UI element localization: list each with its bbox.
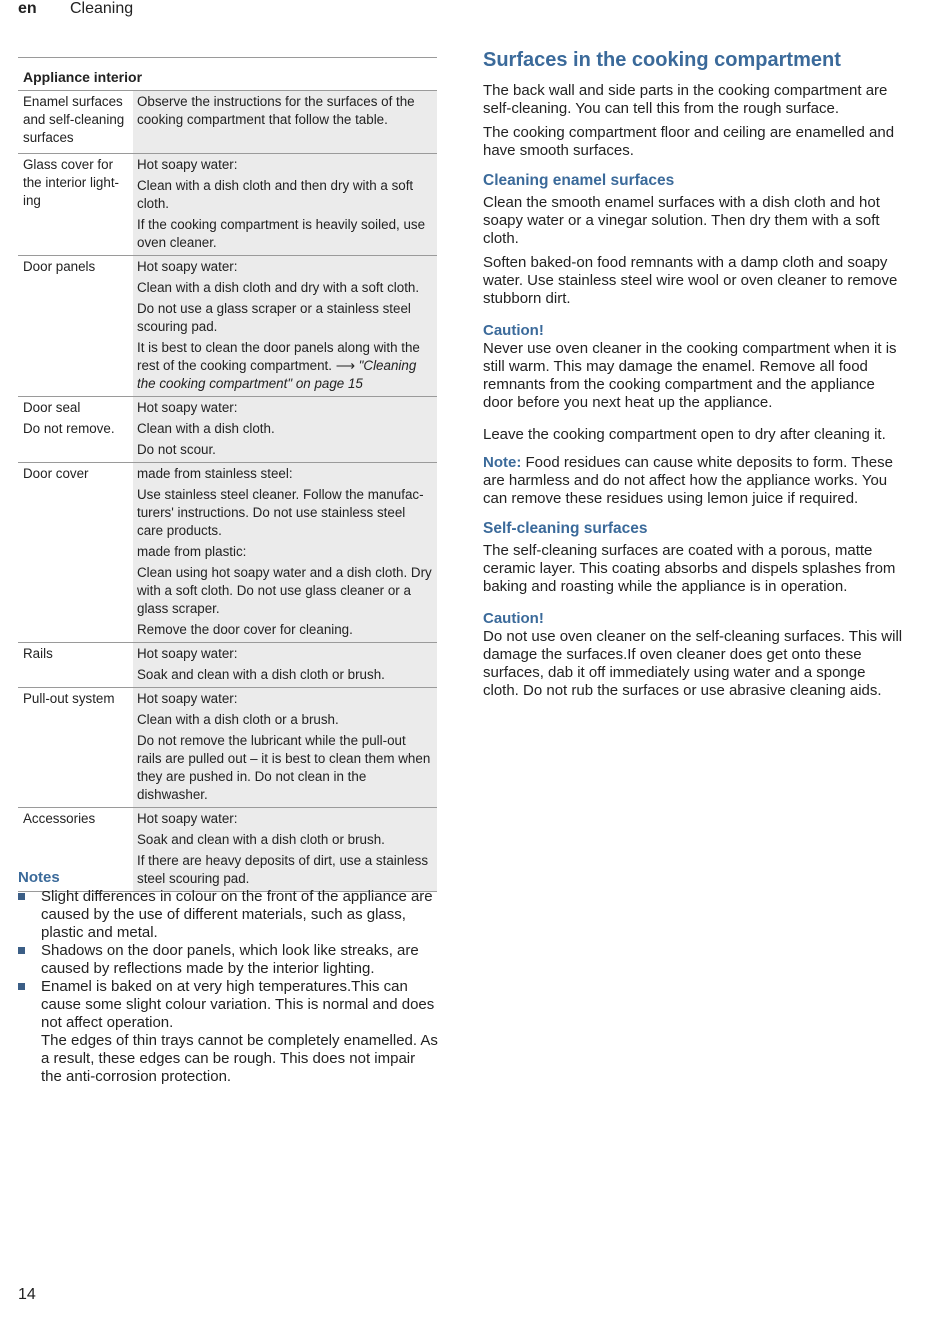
row-value-segment: Hot soapy water: xyxy=(137,691,238,706)
list-item xyxy=(18,942,438,978)
row-label-text: Do not remove. xyxy=(23,421,115,436)
row-value-text xyxy=(137,279,433,297)
page-number: 14 xyxy=(18,1286,36,1303)
row-value-segment: Do not remove the lubricant while the pull-out rails are pulled out – it is best to clean them when they are pushed in. Do not clean in the dishwasher. xyxy=(137,733,431,802)
square-bullet-icon xyxy=(18,983,25,990)
row-value-text xyxy=(137,300,433,336)
table-row xyxy=(18,643,437,688)
row-value-text xyxy=(137,420,433,438)
row-value xyxy=(133,643,437,687)
table-row xyxy=(18,154,437,256)
self-cleaning-heading: Self-cleaning surfaces xyxy=(483,520,648,537)
cross-reference-link[interactable]: "Cleaning the cooking compartment" on page 15 xyxy=(137,358,417,391)
note-text: Shadows on the door panels, which look like streaks, are caused by reflections made by the interior lighting. xyxy=(41,942,419,977)
row-value xyxy=(133,397,437,462)
list-item xyxy=(18,888,438,942)
caution-label-2: Caution! xyxy=(483,610,544,627)
row-label-text: Rails xyxy=(23,646,53,661)
notes-heading: Notes xyxy=(18,869,60,886)
square-bullet-icon xyxy=(18,893,25,900)
row-value-segment: made from stainless steel: xyxy=(137,466,293,481)
row-value-segment: Soak and clean with a dish cloth or brush. xyxy=(137,667,385,682)
row-value-text xyxy=(137,177,433,213)
row-value-text xyxy=(137,216,433,252)
row-value-text xyxy=(137,465,433,483)
note-text: Food residues can cause white deposits to form. These are harmless and do not affect how the appliance works. You can remove these residues using lemon juice if required. xyxy=(483,454,893,507)
row-value-text xyxy=(137,339,433,393)
row-value xyxy=(133,91,437,153)
row-value-text xyxy=(137,258,433,276)
row-label-text: Accessories xyxy=(23,811,96,826)
self-cleaning-paragraph: The self-cleaning surfaces are coated with a porous, matte ceramic layer. This coating absorbs and dispels splashes from baking and roasting while the appliance is in operation. xyxy=(483,542,896,595)
row-value-segment: Hot soapy water: xyxy=(137,400,238,415)
table-row xyxy=(18,463,437,643)
row-value-text xyxy=(137,645,433,663)
square-bullet-icon xyxy=(18,947,25,954)
row-label xyxy=(18,256,133,396)
table-row xyxy=(18,397,437,463)
enamel-heading: Cleaning enamel surfaces xyxy=(483,172,675,189)
row-value-text xyxy=(137,399,433,417)
notes-section xyxy=(18,869,438,1086)
row-value-text xyxy=(137,831,433,849)
row-value-segment: Use stainless steel cleaner. Follow the manufac-turers' instructions. Do not use stainless steel care products. xyxy=(137,487,424,538)
note-label: Note: xyxy=(483,454,522,471)
section-title: Cleaning xyxy=(70,0,134,17)
row-value-segment: Hot soapy water: xyxy=(137,646,238,661)
row-value-segment: It is best to clean the door panels along with the rest of the cooking compartment. ⟶ xyxy=(137,340,420,373)
table-row xyxy=(18,256,437,397)
caution-label-1: Caution! xyxy=(483,322,544,339)
table-row xyxy=(18,688,437,808)
table-row xyxy=(18,91,437,154)
section-heading: Surfaces in the cooking compartment xyxy=(483,49,841,71)
row-value xyxy=(133,154,437,255)
right-column xyxy=(483,48,903,706)
row-label-text: Pull-out system xyxy=(23,691,115,706)
row-value-text xyxy=(137,666,433,684)
row-value xyxy=(133,256,437,396)
row-value-text xyxy=(137,441,433,459)
row-value-text xyxy=(137,93,433,129)
row-label-text: Enamel surfaces and self-cleaning surfaces xyxy=(23,94,125,145)
caution-text-2: Do not use oven cleaner on the self-cleaning surfaces. This will damage the surfaces.If oven cleaner does get onto these surfaces, dab it off immediately using water and a sponge cloth. Do not rub the surfaces or use abrasive cleaning aids. xyxy=(483,628,903,699)
row-value-segment: Remove the door cover for cleaning. xyxy=(137,622,353,637)
note-text: The edges of thin trays cannot be completely enamelled. As a result, these edges can be rough. This does not impair the anti-corrosion protection. xyxy=(41,1032,438,1085)
row-value-text xyxy=(137,732,433,804)
row-value-text xyxy=(137,621,433,639)
enamel-paragraph-2: Soften baked-on food remnants with a damp cloth and soapy water. Use stainless steel wire wool or oven cleaner to remove stubborn dirt. xyxy=(483,254,898,307)
language-code: en xyxy=(18,0,37,17)
note-paragraph xyxy=(483,454,903,508)
row-label xyxy=(18,91,133,153)
row-value-segment: Soak and clean with a dish cloth or brush. xyxy=(137,832,385,847)
row-label xyxy=(18,688,133,807)
row-value-segment: Clean with a dish cloth and dry with a soft cloth. xyxy=(137,280,420,295)
row-value xyxy=(133,688,437,807)
row-label xyxy=(18,643,133,687)
row-value-text xyxy=(137,711,433,729)
note-text: Slight differences in colour on the front of the appliance are caused by the use of different materials, such as glass, plastic and metal. xyxy=(41,888,433,941)
row-value-segment: Clean with a dish cloth or a brush. xyxy=(137,712,339,727)
enamel-paragraph-1: Clean the smooth enamel surfaces with a dish cloth and hot soapy water or a vinegar solution. Then dry them with a soft cloth. xyxy=(483,194,880,247)
row-label-text: Door cover xyxy=(23,466,89,481)
row-value-segment: Hot soapy water: xyxy=(137,157,238,172)
row-value-text xyxy=(137,543,433,561)
row-value-segment: If the cooking compartment is heavily soiled, use oven cleaner. xyxy=(137,217,426,250)
row-value-text xyxy=(137,156,433,174)
note-text: Enamel is baked on at very high temperatures.This can cause some slight colour variation. This is normal and does not affect operation. xyxy=(41,978,435,1031)
row-value-segment: Hot soapy water: xyxy=(137,259,238,274)
appliance-interior-table xyxy=(18,57,437,892)
row-value xyxy=(133,463,437,642)
row-value-segment: Do not scour. xyxy=(137,442,216,457)
table-title: Appliance interior xyxy=(18,58,437,91)
intro-paragraph-1: The back wall and side parts in the cooking compartment are self-cleaning. You can tell this from the rough surface. xyxy=(483,82,888,117)
row-value-text xyxy=(137,486,433,540)
row-label xyxy=(18,397,133,462)
row-value-segment: Observe the instructions for the surfaces of the cooking compartment that follow the table. xyxy=(137,94,415,127)
row-value-segment: Do not use a glass scraper or a stainless steel scouring pad. xyxy=(137,301,411,334)
row-value-text xyxy=(137,690,433,708)
intro-paragraph-2: The cooking compartment floor and ceiling are enamelled and have smooth surfaces. xyxy=(483,124,895,159)
row-label-text: Glass cover for the interior light-ing xyxy=(23,157,120,208)
row-value-segment: Clean with a dish cloth. xyxy=(137,421,275,436)
row-value-segment: Clean using hot soapy water and a dish cloth. Dry with a soft cloth. Do not use glass cleaner or a glass scraper. xyxy=(137,565,432,616)
row-value-segment: Hot soapy water: xyxy=(137,811,238,826)
row-value-segment: Clean with a dish cloth and then dry with a soft cloth. xyxy=(137,178,414,211)
row-label-text: Door seal xyxy=(23,400,81,415)
row-label xyxy=(18,463,133,642)
row-value-text xyxy=(137,564,433,618)
row-label-text: Door panels xyxy=(23,259,96,274)
row-label xyxy=(18,154,133,255)
row-value-text xyxy=(137,810,433,828)
leave-open-paragraph: Leave the cooking compartment open to dry after cleaning it. xyxy=(483,426,886,443)
notes-list xyxy=(18,888,438,1086)
row-value-segment: If there are heavy deposits of dirt, use a stainless steel scouring pad. xyxy=(137,853,429,886)
row-value-segment: made from plastic: xyxy=(137,544,247,559)
caution-text-1: Never use oven cleaner in the cooking compartment when it is still warm. This may damage the enamel. Remove all food remnants from the cooking compartment and the appliance door before you next heat up the appliance. xyxy=(483,340,897,411)
list-item xyxy=(18,978,438,1086)
